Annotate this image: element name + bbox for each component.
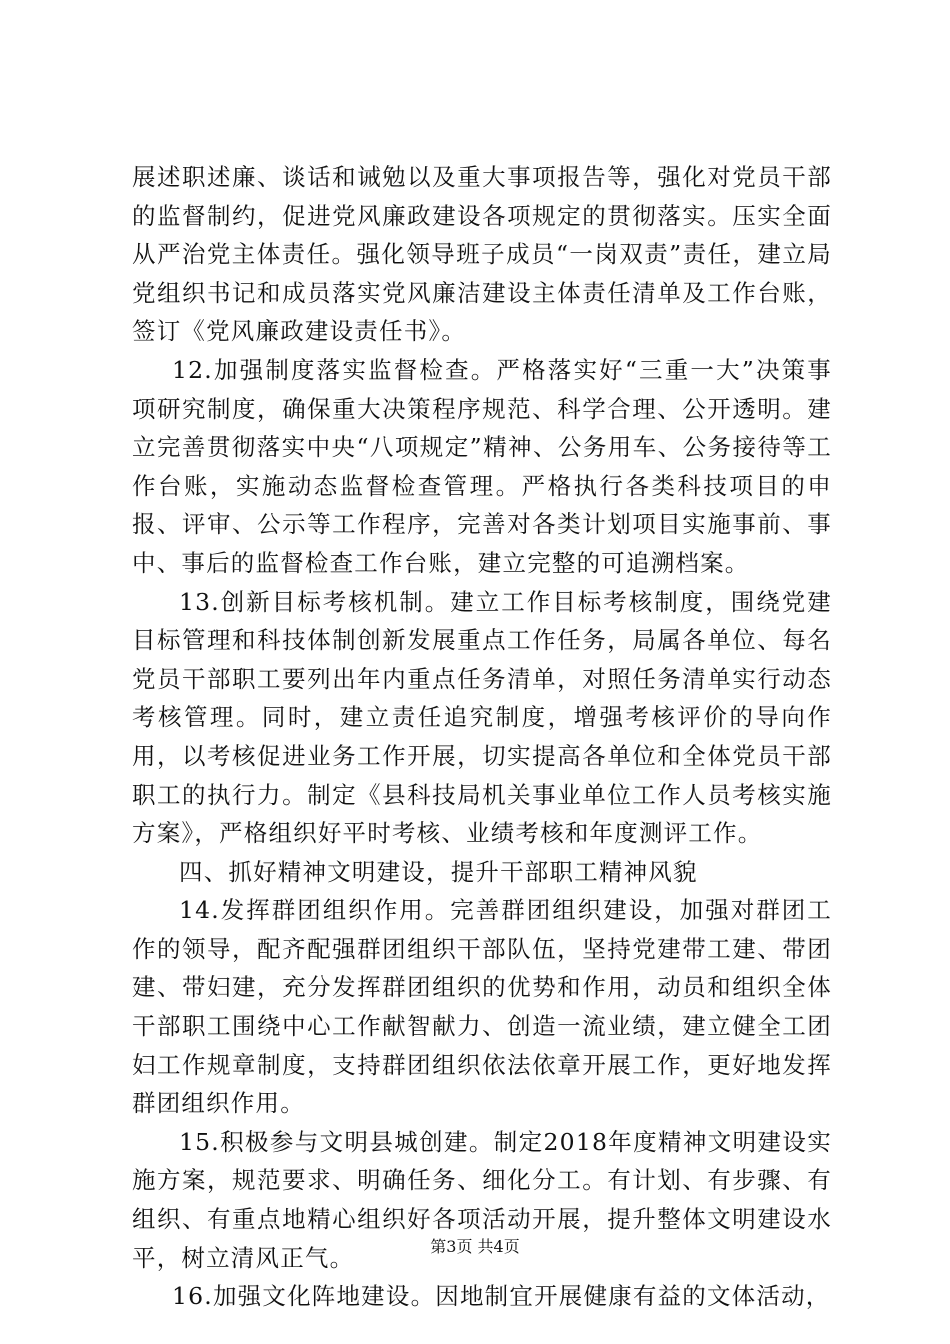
document-body bbox=[132, 158, 832, 1316]
paragraph-item-16: 16.加强文化阵地建设。因地制宜开展健康有益的文体活动， bbox=[172, 1282, 831, 1311]
section-heading-4: 四、抓好精神文明建设，提升干部职工精神风貌 bbox=[179, 857, 698, 886]
paragraph-item-15: 15.积极参与文明县城创建。制定2018年度精神文明建设实施方案，规范要求、明确任务、细化分工。有计划、有步骤、有组织、有重点地精心组织好各项活动开展，提升整体文明建设水平，树立清风正气。 bbox=[132, 1127, 832, 1272]
paragraph-item-12: 12.加强制度落实监督检查。严格落实好“三重一大”决策事项研究制度，确保重大决策程序规范、科学合理、公开透明。建立完善贯彻落实中央“八项规定”精神、公务用车、公务接待等工作台账，实施动态监督检查管理。严格执行各类科技项目的申报、评审、公示等工作程序，完善对各类计划项目实施事前、事中、事后的监督检查工作台账，建立完整的可追溯档案。 bbox=[132, 355, 832, 577]
paragraph-item-13: 13.创新目标考核机制。建立工作目标考核制度，围绕党建目标管理和科技体制创新发展重点工作任务，局属各单位、每名党员干部职工要列出年内重点任务清单，对照任务清单实行动态考核管理。同时，建立责任追究制度，增强考核评价的导向作用，以考核促进业务工作开展，切实提高各单位和全体党员干部职工的执行力。制定《县科技局机关事业单位工作人员考核实施方案》，严格组织好平时考核、业绩考核和年度测评工作。 bbox=[132, 587, 832, 848]
paragraph-continuation: 展述职述廉、谈话和诫勉以及重大事项报告等，强化对党员干部的监督制约，促进党风廉政建设各项规定的贯彻落实。压实全面从严治党主体责任。强化领导班子成员“一岗双责”责任，建立局党组织书记和成员落实党风廉洁建设主体责任清单及工作台账，签订《党风廉政建设责任书》。 bbox=[132, 163, 832, 346]
page-number-footer: 第3页 共4页 bbox=[430, 1237, 520, 1256]
paragraph-item-14: 14.发挥群团组织作用。完善群团组织建设，加强对群团工作的领导，配齐配强群团组织干部队伍，坚持党建带工建、带团建、带妇建，充分发挥群团组织的优势和作用，动员和组织全体干部职工围绕中心工作献智献力、创造一流业绩，建立健全工团妇工作规章制度，支持群团组织依法依章开展工作，更好地发挥群团组织作用。 bbox=[132, 896, 832, 1118]
